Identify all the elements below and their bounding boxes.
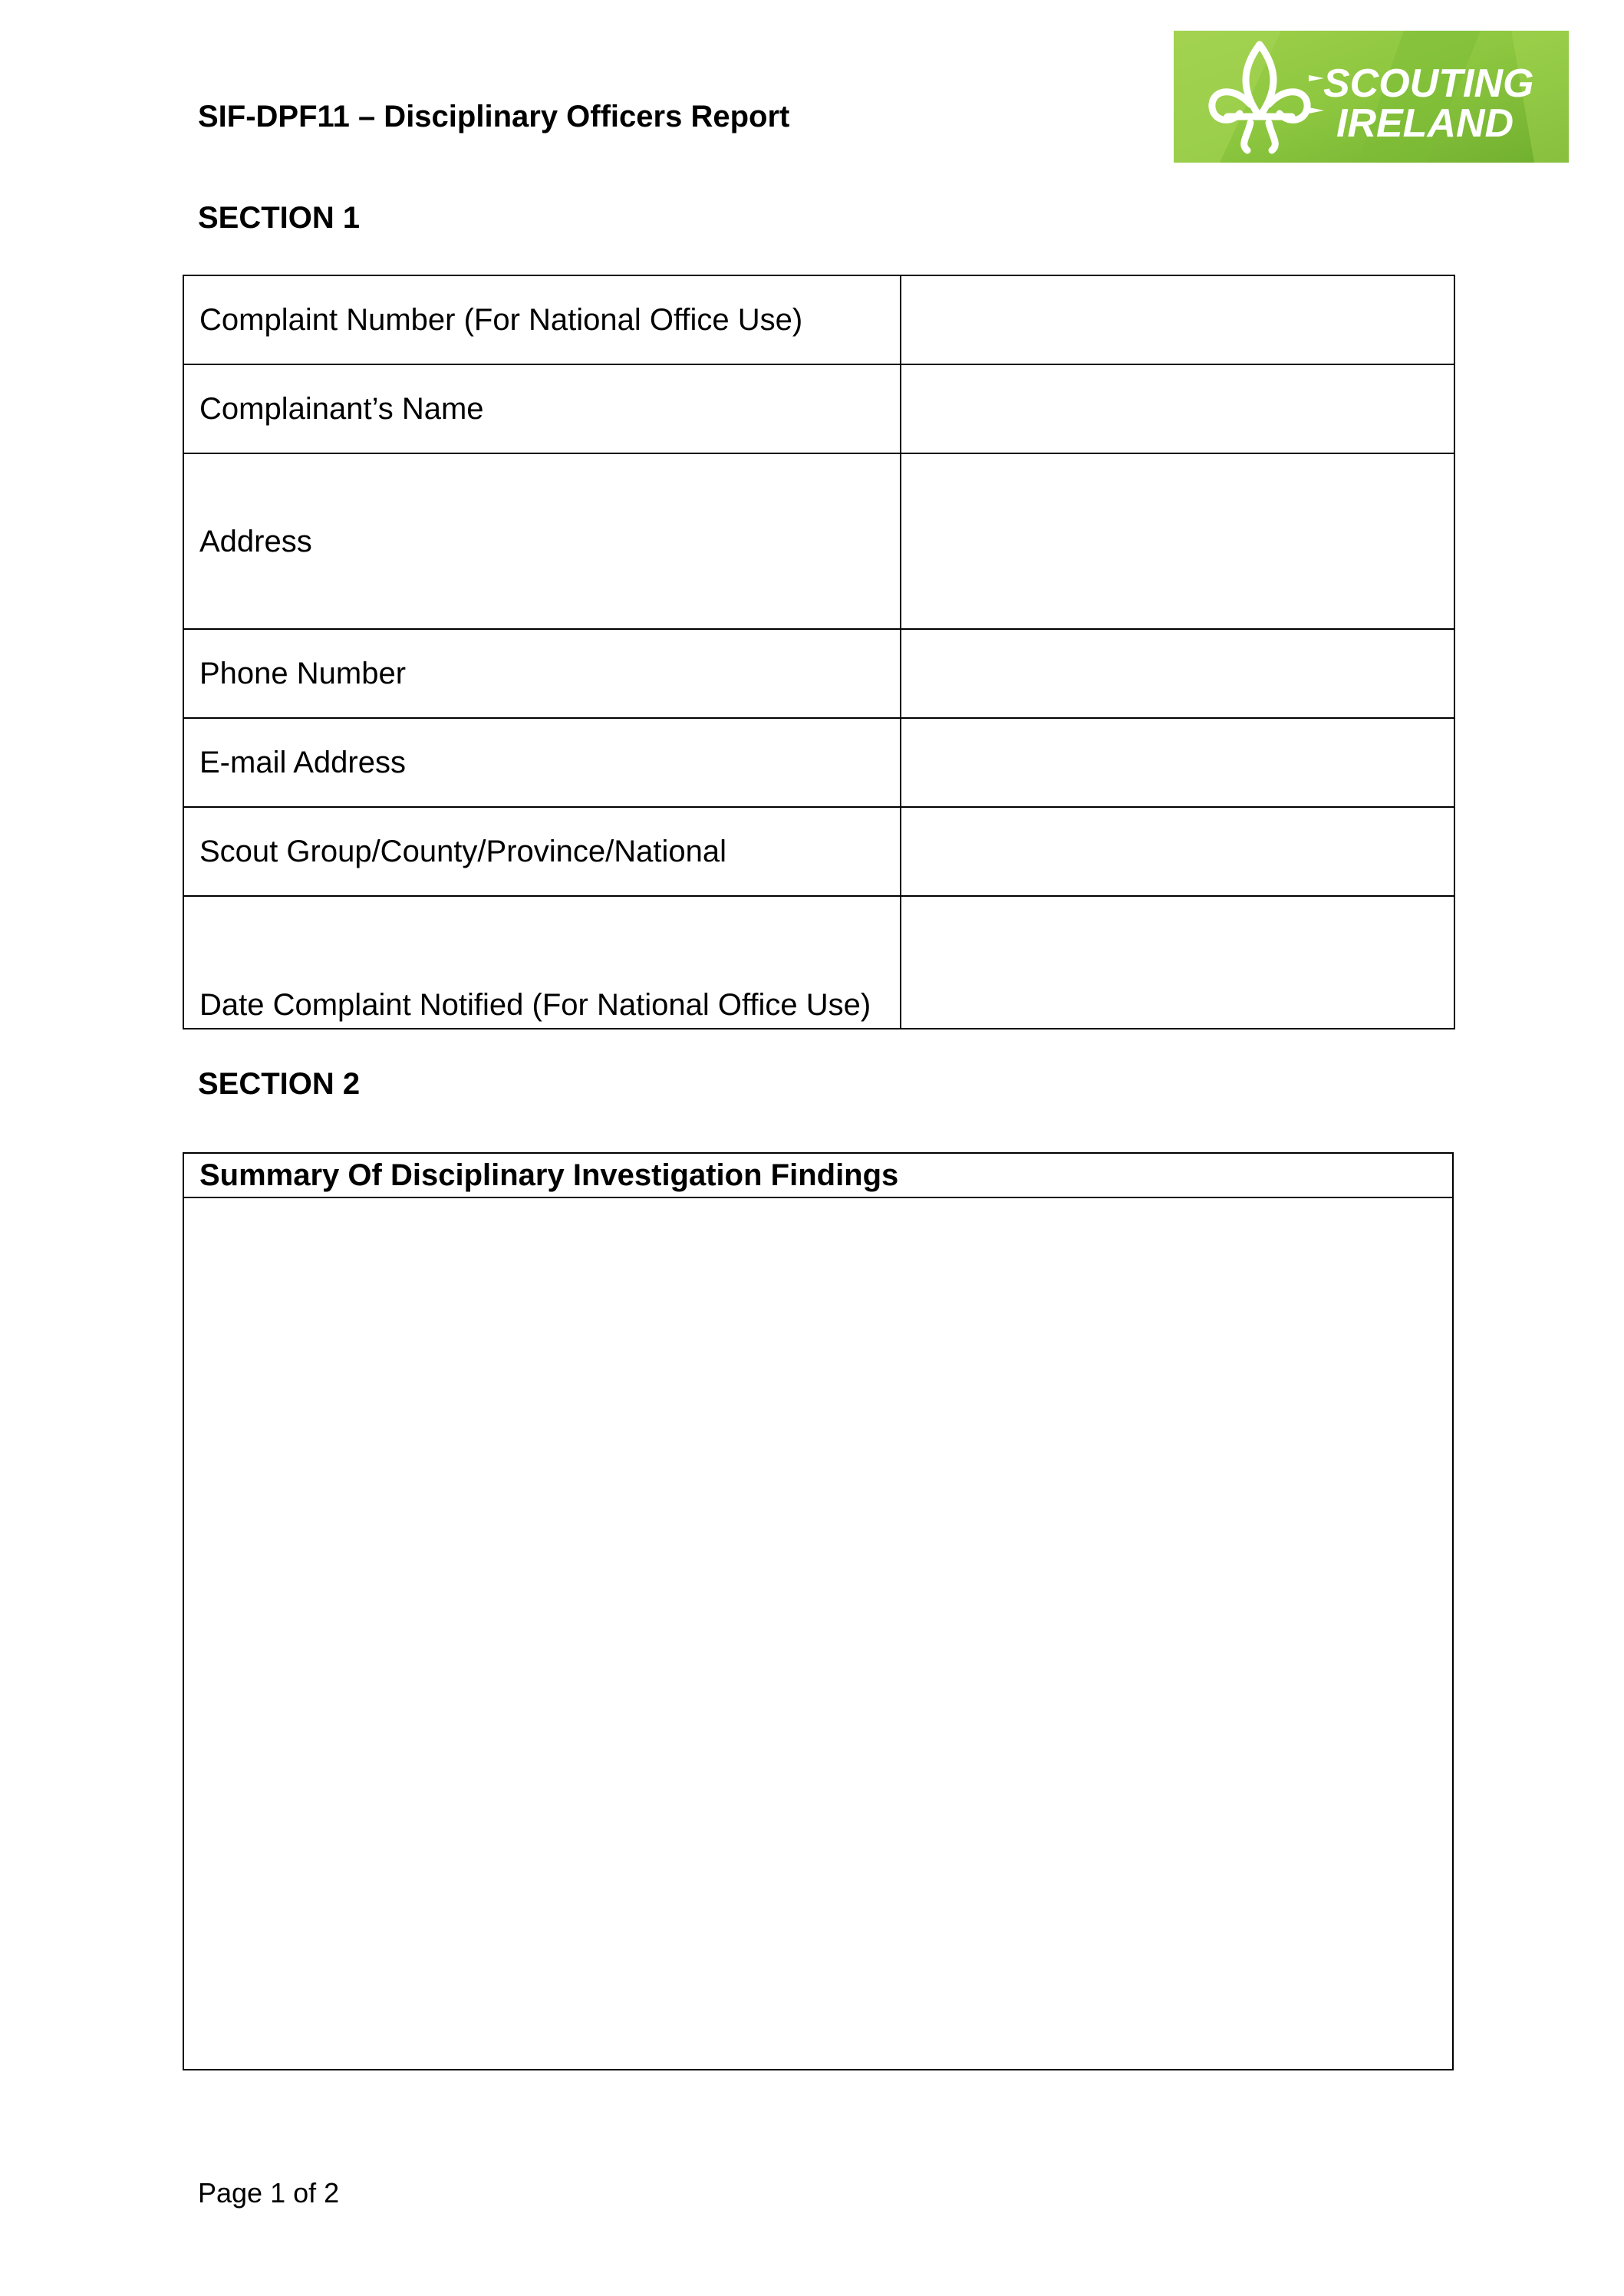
logo-text-line2: IRELAND	[1336, 101, 1514, 146]
email-address-label: E-mail Address	[183, 718, 901, 807]
table-row	[183, 453, 1454, 629]
scouting-ireland-logo	[1174, 31, 1569, 163]
table-row	[183, 718, 1454, 807]
date-notified-field[interactable]	[901, 896, 1454, 1029]
document-title: SIF-DPF11 – Disciplinary Officers Report	[198, 100, 790, 133]
scout-group-label: Scout Group/County/Province/National	[183, 807, 901, 896]
summary-findings-field[interactable]	[184, 1198, 1452, 2069]
table-row	[183, 807, 1454, 896]
email-address-field[interactable]	[901, 718, 1454, 807]
table-row	[183, 629, 1454, 718]
summary-findings-title: Summary Of Disciplinary Investigation Findings	[184, 1154, 1452, 1198]
scout-group-field[interactable]	[901, 807, 1454, 896]
section1-heading: SECTION 1	[198, 201, 361, 235]
page-number: Page 1 of 2	[198, 2177, 340, 2209]
complaint-details-table	[183, 275, 1455, 1029]
address-field[interactable]	[901, 453, 1454, 629]
section2-heading: SECTION 2	[198, 1067, 361, 1101]
table-row	[183, 896, 1454, 1029]
complainant-name-field[interactable]	[901, 364, 1454, 453]
table-row	[183, 364, 1454, 453]
logo-text-line1: SCOUTING	[1323, 61, 1534, 106]
phone-number-label: Phone Number	[183, 629, 901, 718]
address-label: Address	[183, 453, 901, 629]
complaint-number-label: Complaint Number (For National Office Use)	[183, 275, 901, 364]
date-notified-label: Date Complaint Notified (For National Office Use)	[183, 896, 901, 1029]
phone-number-field[interactable]	[901, 629, 1454, 718]
summary-findings-box	[183, 1152, 1454, 2070]
complaint-number-field[interactable]	[901, 275, 1454, 364]
table-row	[183, 275, 1454, 364]
complainant-name-label: Complainant’s Name	[183, 364, 901, 453]
